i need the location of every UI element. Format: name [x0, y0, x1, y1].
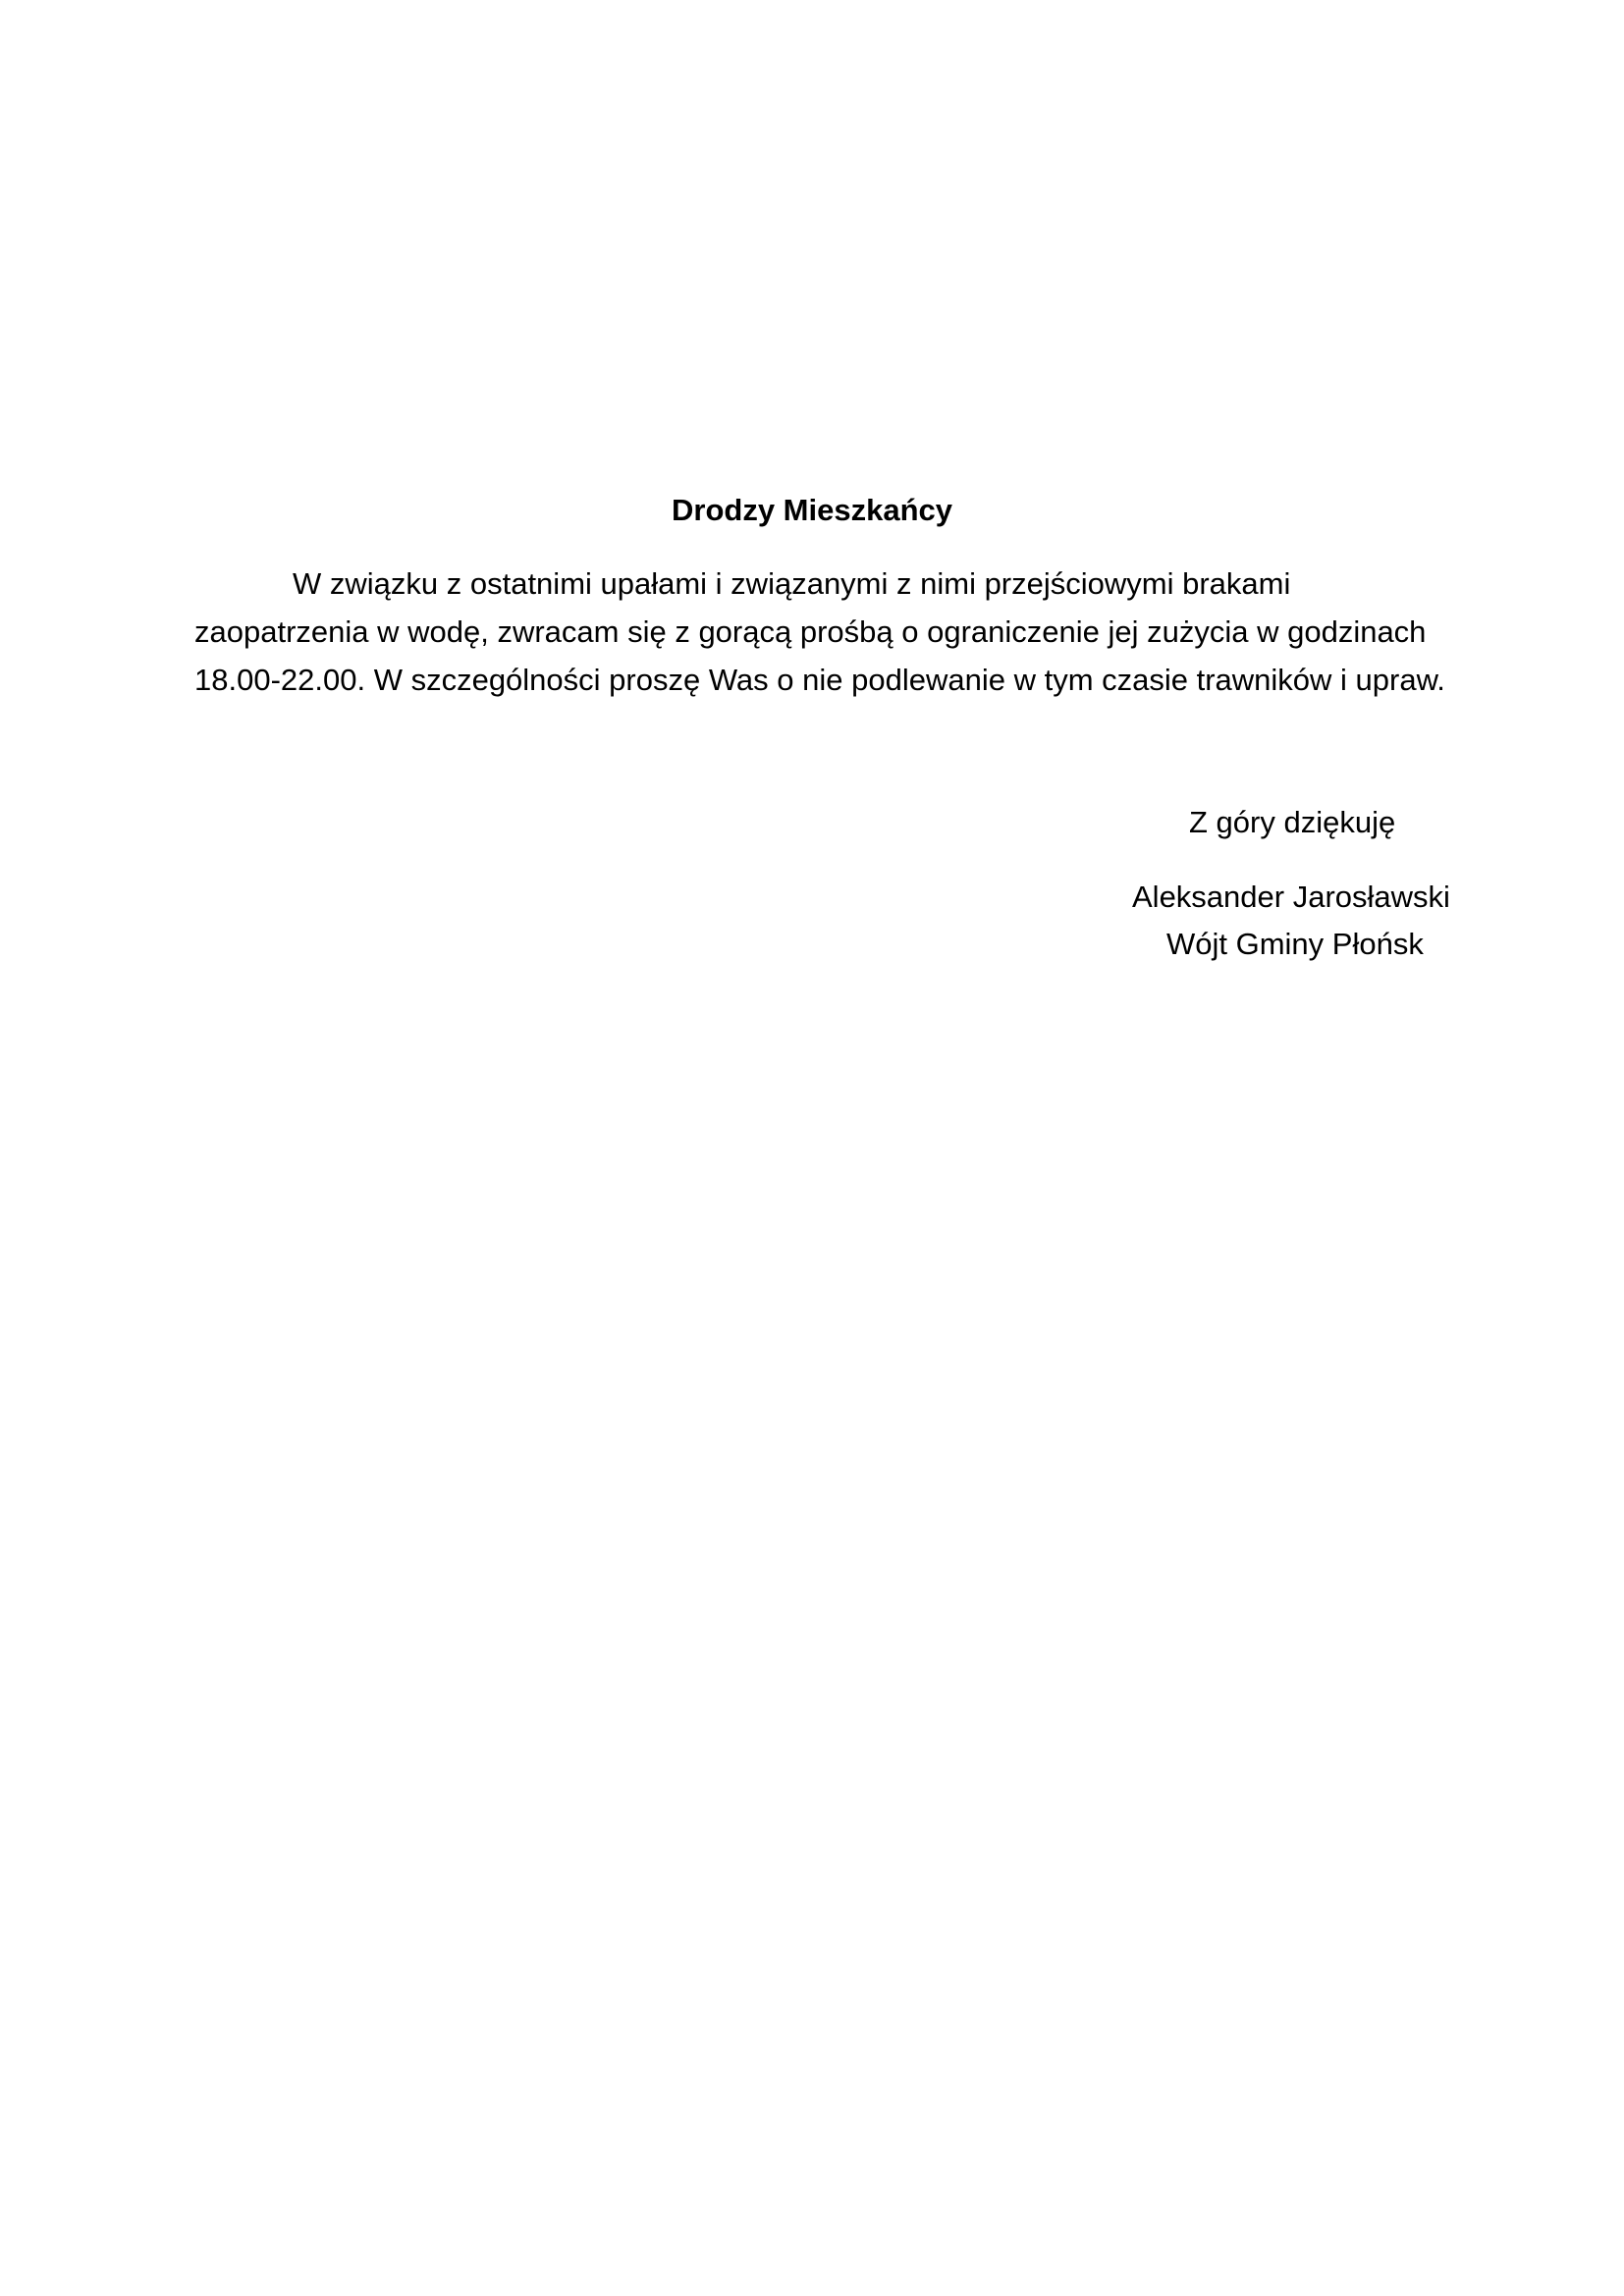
closing-phrase: Z góry dziękuję	[1189, 805, 1396, 839]
body-paragraph	[194, 560, 1471, 704]
signer-title: Wójt Gminy Płońsk	[1166, 927, 1424, 961]
document-title: Drodzy Mieszkańcy	[672, 493, 952, 527]
signer-name: Aleksander Jarosławski	[1132, 880, 1450, 914]
body-line: zaopatrzenia w wodę, zwracam się z gorącą prośbą o ograniczenie jej zużycia w godzinach	[194, 614, 1427, 649]
body-line: W związku z ostatnimi upałami i związanymi z nimi przejściowymi brakami	[293, 566, 1291, 601]
body-line: 18.00-22.00. W szczególności proszę Was o nie podlewanie w tym czasie trawników i upraw.	[194, 663, 1445, 697]
